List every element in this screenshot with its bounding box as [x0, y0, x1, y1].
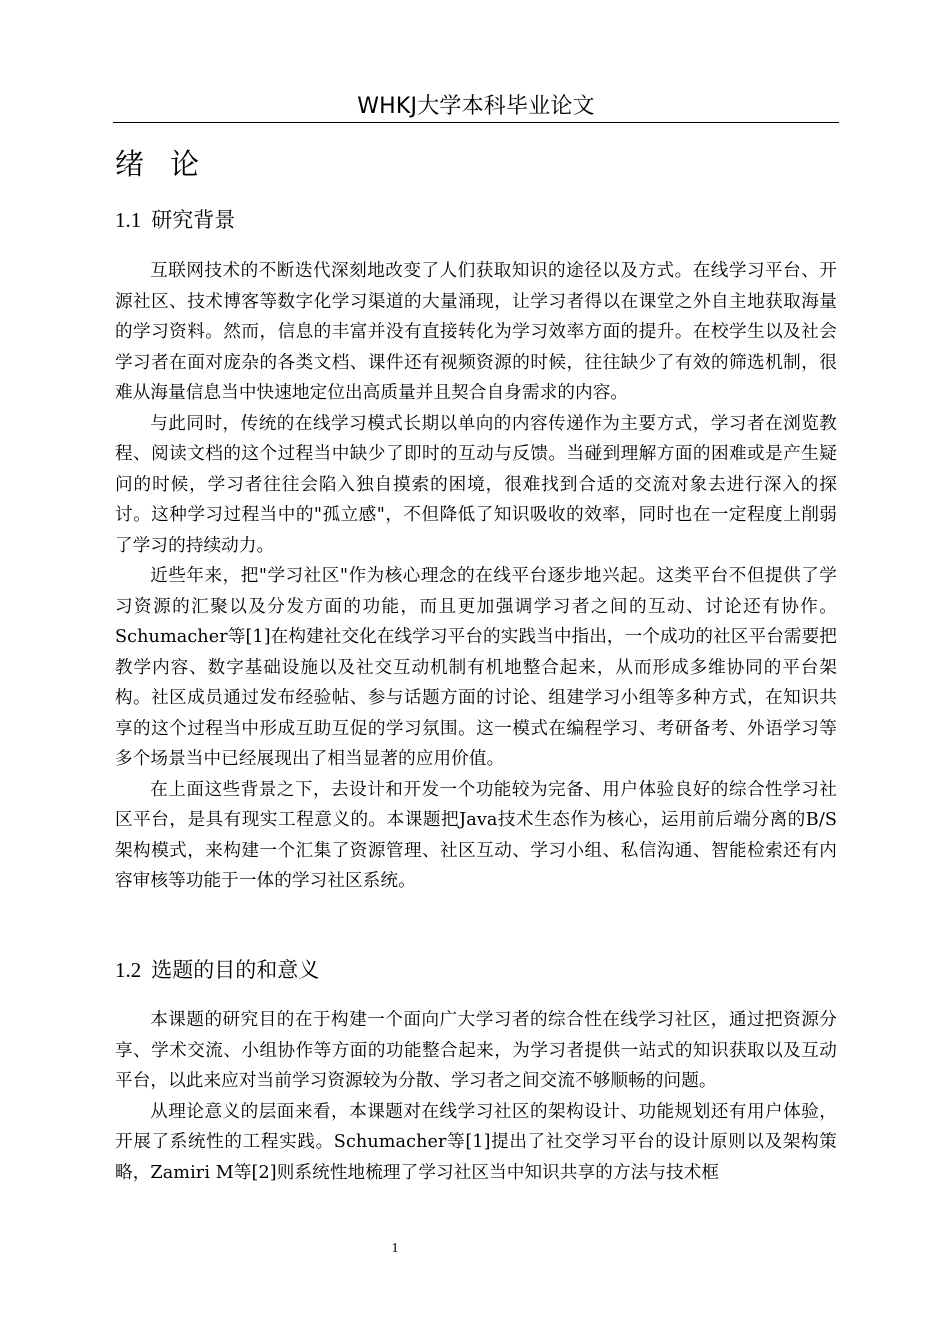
- page-header: [113, 92, 839, 123]
- section-title: 选题的目的和意义: [151, 958, 320, 982]
- paragraph: 与此同时，传统的在线学习模式长期以单向的内容传递作为主要方式，学习者在浏览教程、阅读文档的这个过程当中缺少了即时的互动与反馈。当碰到理解方面的困难或是产生疑问的时候，学习者往往会陷入独自摸索的困境，很难找到合适的交流对象去进行深入的探讨。这种学习过程当中的"孤立感"，不但降低了知识吸收的效率，同时也在一定程度上削弱了学习的持续动力。: [115, 413, 837, 556]
- section-heading-1-1: [115, 205, 235, 235]
- paragraph: 本课题的研究目的在于构建一个面向广大学习者的综合性在线学习社区，通过把资源分享、学术交流、小组协作等方面的功能整合起来，为学习者提供一站式的知识获取以及互动平台，以此来应对当前学习资源较为分散、学习者之间交流不够顺畅的问题。: [115, 1010, 837, 1091]
- header-title: WHKJ大学本科毕业论文: [357, 94, 595, 119]
- paragraph: 从理论意义的层面来看，本课题对在线学习社区的架构设计、功能规划还有用户体验，开展了系统性的工程实践。Schumacher等[1]提出了社交学习平台的设计原则以及架构策略，Zamiri M等[2]则系统性地梳理了学习社区当中知识共享的方法与技术框: [115, 1101, 837, 1183]
- section-number: 1.1: [115, 208, 142, 232]
- section-body-1-2: [115, 1005, 837, 1188]
- section-number: 1.2: [115, 958, 142, 982]
- paragraph: 近些年来，把"学习社区"作为核心理念的在线平台逐步地兴起。这类平台不但提供了学习资源的汇聚以及分发方面的功能，而且更加强调学习者之间的互动、讨论还有协作。Schumacher等[1]在构建社交化在线学习平台的实践当中指出，一个成功的社区平台需要把教学内容、数字基础设施以及社交互动机制有机地整合起来，从而形成多维协同的平台架构。社区成员通过发布经验帖、参与话题方面的讨论、组建学习小组等多种方式，在知识共享的这个过程当中形成互助互促的学习氛围。这一模式在编程学习、考研备考、外语学习等多个场景当中已经展现出了相当显著的应用价值。: [115, 566, 837, 769]
- section-heading-1-2: [115, 955, 319, 985]
- page-number: 1: [391, 1241, 399, 1256]
- chapter-title: 绪论: [115, 147, 226, 181]
- paragraph: 互联网技术的不断迭代深刻地改变了人们获取知识的途径以及方式。在线学习平台、开源社区、技术博客等数字化学习渠道的大量涌现，让学习者得以在课堂之外自主地获取海量的学习资料。然而，信息的丰富并没有直接转化为学习效率方面的提升。在校学生以及社会学习者在面对庞杂的各类文档、课件还有视频资源的时候，往往缺少了有效的筛选机制，很难从海量信息当中快速地定位出高质量并且契合自身需求的内容。: [115, 261, 837, 403]
- section-body-1-1: [115, 256, 837, 897]
- paragraph: 在上面这些背景之下，去设计和开发一个功能较为完备、用户体验良好的综合性学习社区平台，是具有现实工程意义的。本课题把Java技术生态作为核心，运用前后端分离的B/S架构模式，来构建一个汇集了资源管理、社区互动、学习小组、私信沟通、智能检索还有内容审核等功能于一体的学习社区系统。: [115, 779, 837, 891]
- section-title: 研究背景: [151, 208, 236, 232]
